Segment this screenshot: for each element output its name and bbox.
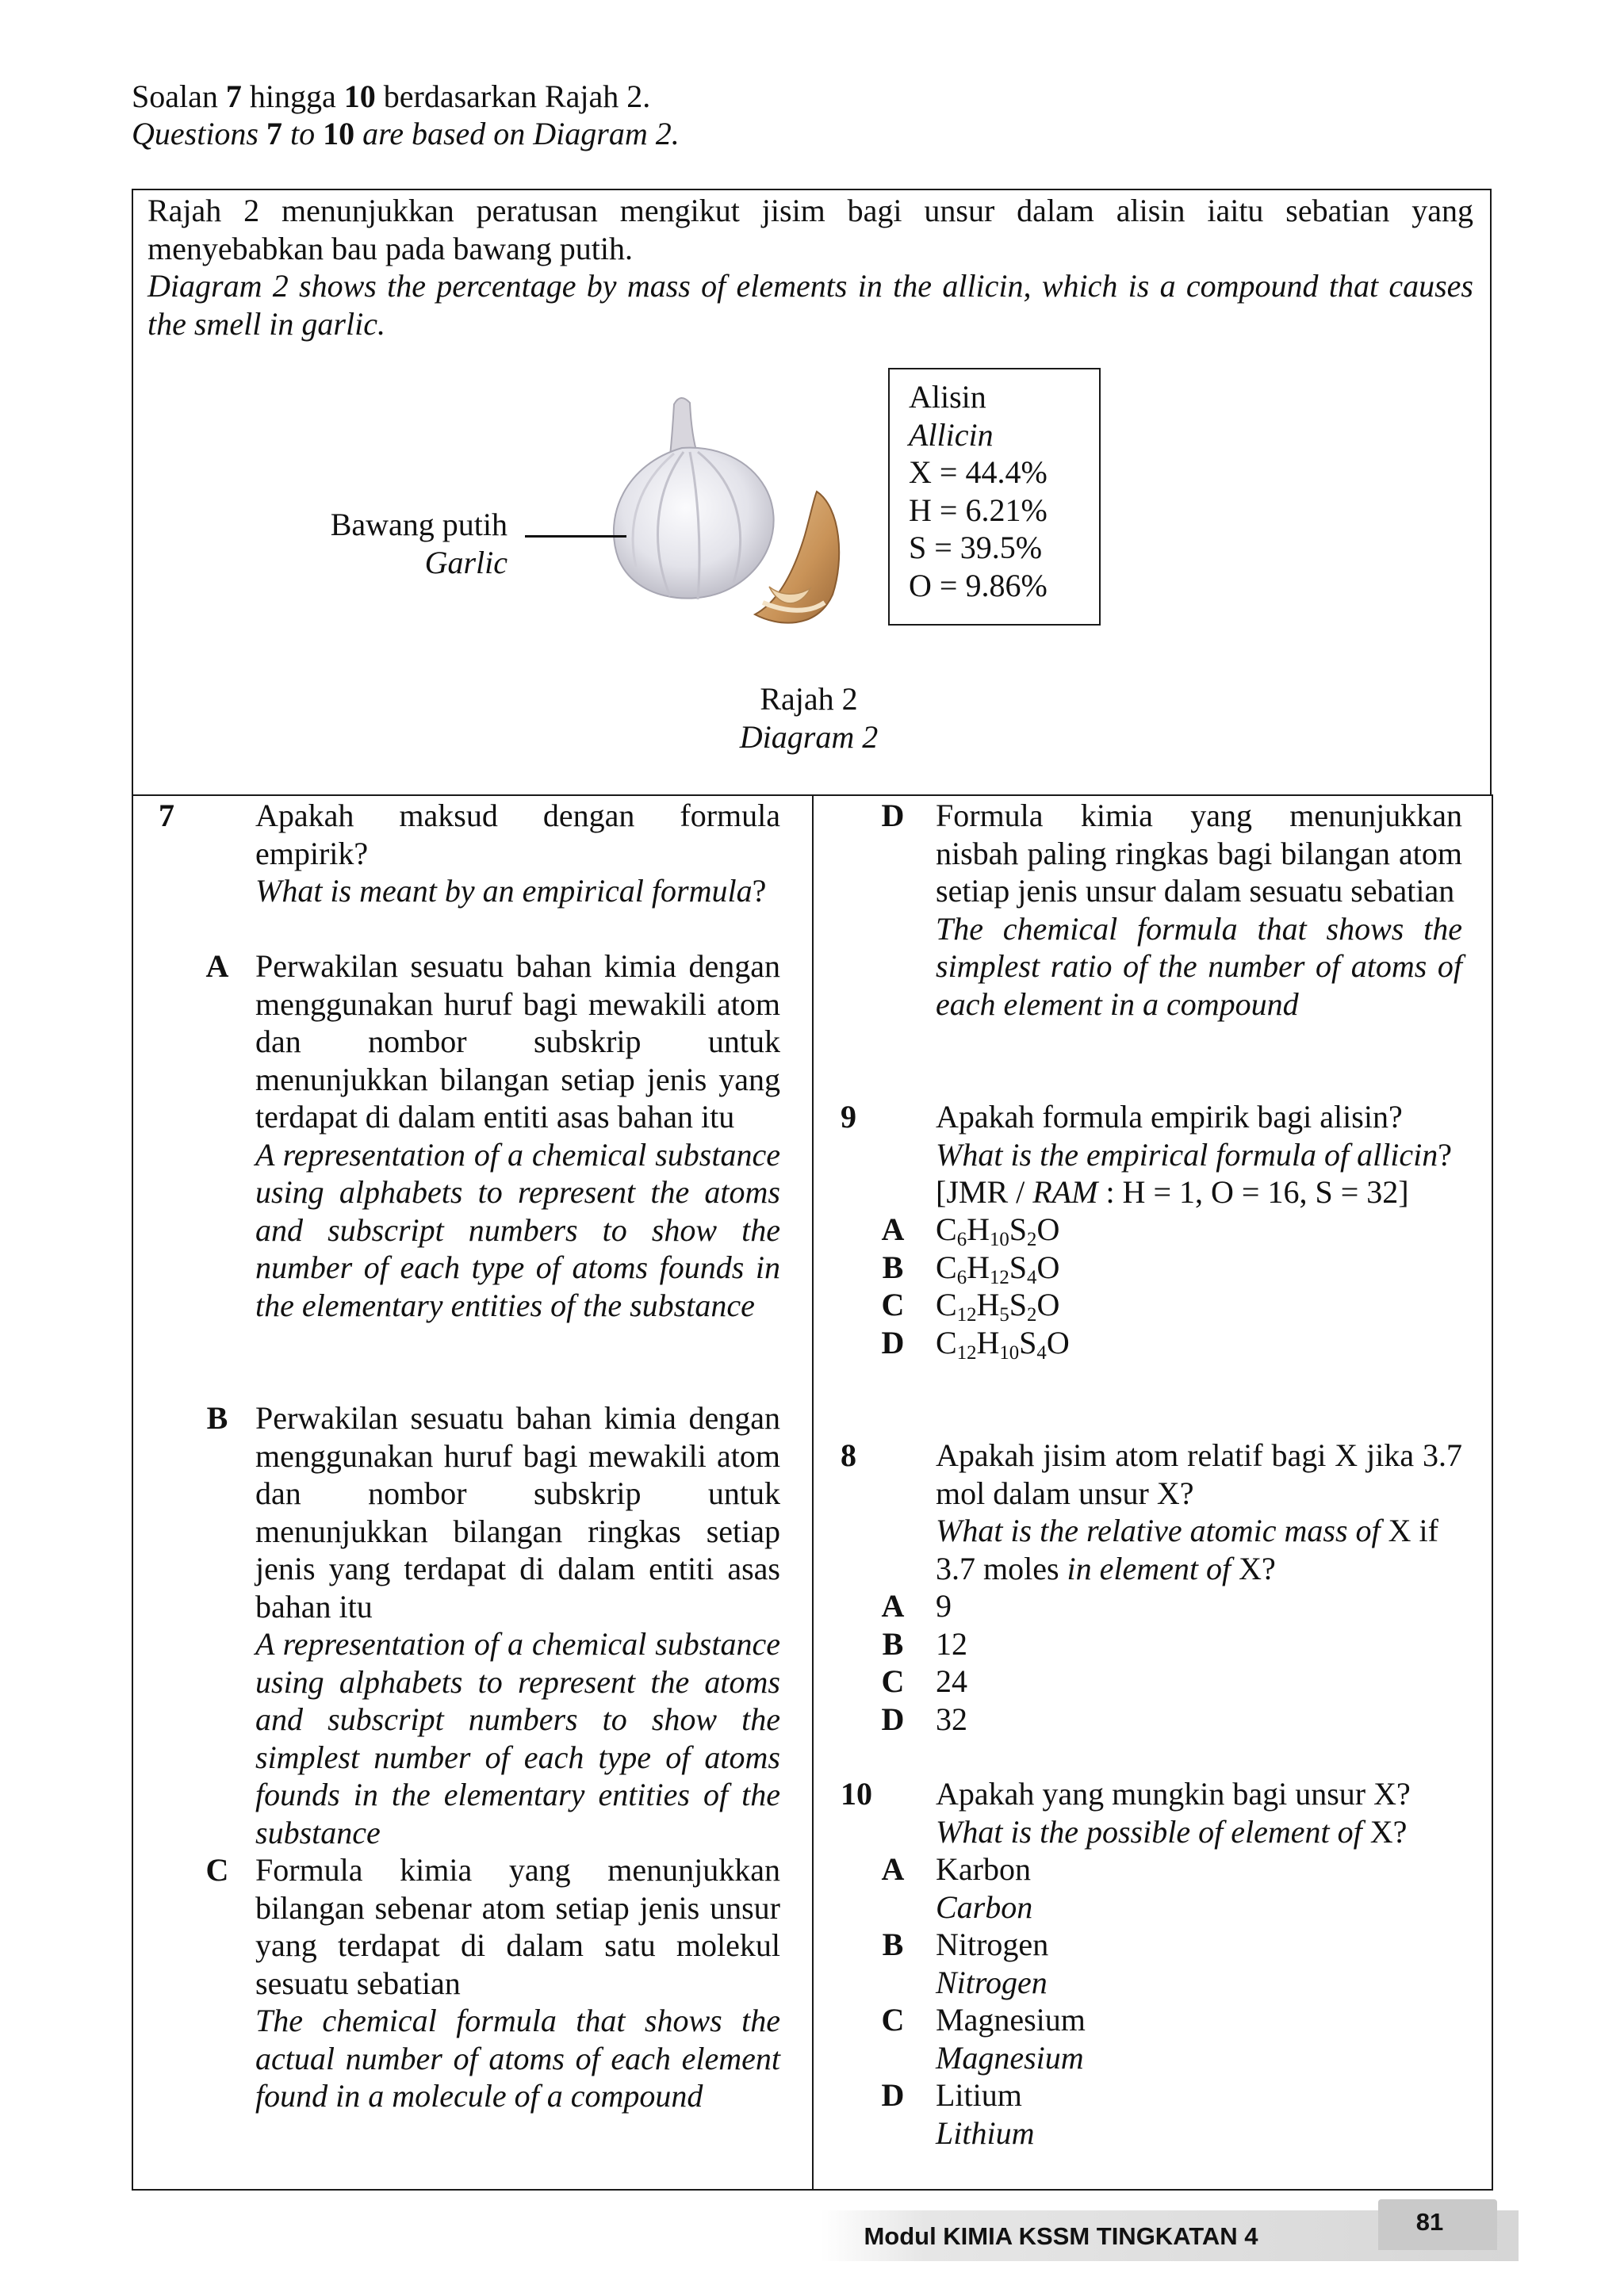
garlic-label [317,506,508,581]
q10-option-d-letter: D [881,2077,905,2113]
garlic-illustration [579,388,864,634]
q7-option-a-ms: Perwakilan sesuatu bahan kimia dengan menggunakan huruf bagi mewakili atom dan nombor subskrip untuk menunjukkan bilangan setiap jenis yang terdapat di dalam entiti asas bahan itu [255,948,780,1135]
composition-s: S = 39.5% [909,530,1043,565]
q8-question [936,1437,1462,1587]
caption-en: Diagram 2 [739,718,879,755]
q8-question-en: What is the relative atomic mass of X if 3.7 moles in element of X? [936,1513,1438,1586]
q7-option-d-en: The chemical formula that shows the simplest ratio of the number of atoms of each element in a compound [936,910,1462,1022]
q10-option-d-en: Lithium [936,2114,1035,2151]
q10-option-c[interactable] [869,2001,1086,2076]
q9-option-b-letter: B [882,1249,904,1285]
q9-option-a-letter: A [881,1211,905,1247]
q9-option-c[interactable] [869,1286,1070,1324]
q10-option-b[interactable] [869,1926,1086,2001]
intro-ms: Rajah 2 menunjukkan peratusan mengikut jisim bagi unsur dalam alisin iaitu sebatian yang menyebabkan bau pada bawang putih. [147,193,1473,266]
q10-option-d-ms: Litium [936,2077,1022,2113]
q9-question-ms: Apakah formula empirik bagi alisin? [936,1099,1403,1135]
q9-option-c-formula: $C_{12}H_5S_2O$ [936,1287,1060,1326]
q7-option-b-letter: B [206,1400,228,1436]
garlic-label-ms: Bawang putih [330,507,508,542]
q9-option-a[interactable] [869,1211,1070,1249]
q10-question-ms: Apakah yang mungkin bagi unsur X? [936,1776,1411,1812]
q7-option-b-en: A representation of a chemical substance using alphabets to represent the atoms and subscript numbers to show the simplest number of each type of atoms founds in the elementary entities of the substance [255,1626,780,1850]
q8-option-c[interactable] [869,1663,967,1701]
heading-en: Questions 7 to 10 are based on Diagram 2. [132,116,680,151]
q8-option-a[interactable] [869,1587,967,1625]
q7-option-c-ms: Formula kimia yang menunjukkan bilangan sebenar atom setiap jenis unsur yang terdapat di dalam satu molekul sesuatu sebatian [255,1852,780,2001]
q9-question [936,1098,1462,1211]
q10-number: 10 [841,1776,872,1812]
composition-h: H = 6.21% [909,492,1048,528]
q10-option-d[interactable] [869,2076,1086,2152]
q9-option-d-formula: $C_{12}H_{10}S_4O$ [936,1324,1070,1364]
q7-option-c[interactable] [255,1851,780,2115]
section-heading [132,78,680,152]
q8-option-c-letter: C [881,1663,905,1699]
q9-question-en: What is the empirical formula of allicin? [936,1136,1453,1173]
q9-number: 9 [841,1099,856,1135]
q7-option-c-letter: C [205,1852,229,1888]
q7-option-d-letter: D [881,798,905,833]
q10-option-c-ms: Magnesium [936,2002,1086,2038]
q9-options [869,1211,1070,1364]
q10-question-en: What is the possible of element of X? [936,1813,1408,1850]
caption-ms: Rajah 2 [760,681,858,717]
q10-question [936,1775,1462,1850]
q9-ram-note: [JMR / RAM : H = 1, O = 16, S = 32] [936,1174,1409,1210]
q10-option-a-letter: A [881,1851,905,1887]
q8-option-b-value: 12 [936,1625,967,1662]
q10-option-a[interactable] [869,1850,1086,1926]
q9-option-c-letter: C [881,1287,905,1322]
q9-option-d-letter: D [881,1324,905,1360]
allicin-title-en: Allicin [909,416,994,453]
q9-option-b[interactable] [869,1249,1070,1287]
q10-option-b-en: Nitrogen [936,1964,1048,2000]
allicin-title-ms: Alisin [909,379,986,415]
q7-option-b[interactable] [255,1399,780,1851]
q8-number: 8 [841,1437,856,1473]
garlic-pointer-line [525,535,626,538]
q10-option-a-ms: Karbon [936,1851,1031,1887]
q10-option-b-ms: Nitrogen [936,1927,1049,1962]
page-number: 81 [1415,2208,1444,2236]
q10-option-c-en: Magnesium [936,2039,1084,2076]
q8-option-d-value: 32 [936,1701,967,1737]
q7-question-ms: Apakah maksud dengan formula empirik? [255,798,780,871]
q7-option-c-en: The chemical formula that shows the actual number of atoms of each element found in a molecule of a compound [255,2003,780,2114]
garlic-label-en: Garlic [424,544,508,580]
q9-option-d[interactable] [869,1324,1070,1362]
q7-option-a-en: A representation of a chemical substance using alphabets to represent the atoms and subscript numbers to show the number of each type of atoms founds in the elementary entities of the substance [255,1136,780,1323]
footer-title: Modul KIMIA KSSM TINGKATAN 4 [864,2222,1258,2250]
q7-option-a-letter: A [205,948,229,984]
q7-number: 7 [159,798,174,833]
q7-option-b-ms: Perwakilan sesuatu bahan kimia dengan menggunakan huruf bagi mewakili atom dan nombor subskrip untuk menunjukkan bilangan ringkas setiap jenis yang terdapat di dalam entiti asas bahan itu [255,1400,780,1624]
q8-question-ms: Apakah jisim atom relatif bagi X jika 3.7 mol dalam unsur X? [936,1437,1462,1511]
intro-text [147,192,1473,342]
composition-o: O = 9.86% [909,567,1048,603]
allicin-composition-box [888,368,1101,626]
q8-option-d[interactable] [869,1701,967,1739]
composition-x: X = 44.4% [909,454,1048,490]
q10-option-b-letter: B [882,1927,904,1962]
q9-option-a-formula: $C_6H_{10}S_2O$ [936,1211,1060,1250]
diagram-caption [650,680,967,756]
heading-ms: Soalan 7 hingga 10 berdasarkan Rajah 2. [132,78,651,114]
column-divider [812,794,814,2191]
q10-option-a-en: Carbon [936,1888,1033,1925]
q7-option-d-ms: Formula kimia yang menunjukkan nisbah paling ringkas bagi bilangan atom setiap jenis unsur dalam sesuatu sebatian [936,798,1462,909]
q7-option-a[interactable] [255,947,780,1324]
q8-options [869,1587,967,1738]
q8-option-d-letter: D [881,1701,905,1737]
q8-option-a-value: 9 [936,1588,952,1624]
q10-options [869,1850,1086,2152]
q9-option-b-formula: $C_6H_{12}S_4O$ [936,1249,1060,1288]
q8-option-c-value: 24 [936,1663,967,1699]
intro-en: Diagram 2 shows the percentage by mass of elements in the allicin, which is a compound that causes the smell in garlic. [147,268,1473,342]
q8-option-b[interactable] [869,1625,967,1663]
q7-option-d[interactable] [936,797,1462,1023]
q8-option-b-letter: B [882,1625,904,1662]
q8-option-a-letter: A [881,1588,905,1624]
q10-option-c-letter: C [881,2002,905,2038]
q7-question-en: What is meant by an empirical formula? [255,873,767,909]
q7-question [255,797,780,910]
